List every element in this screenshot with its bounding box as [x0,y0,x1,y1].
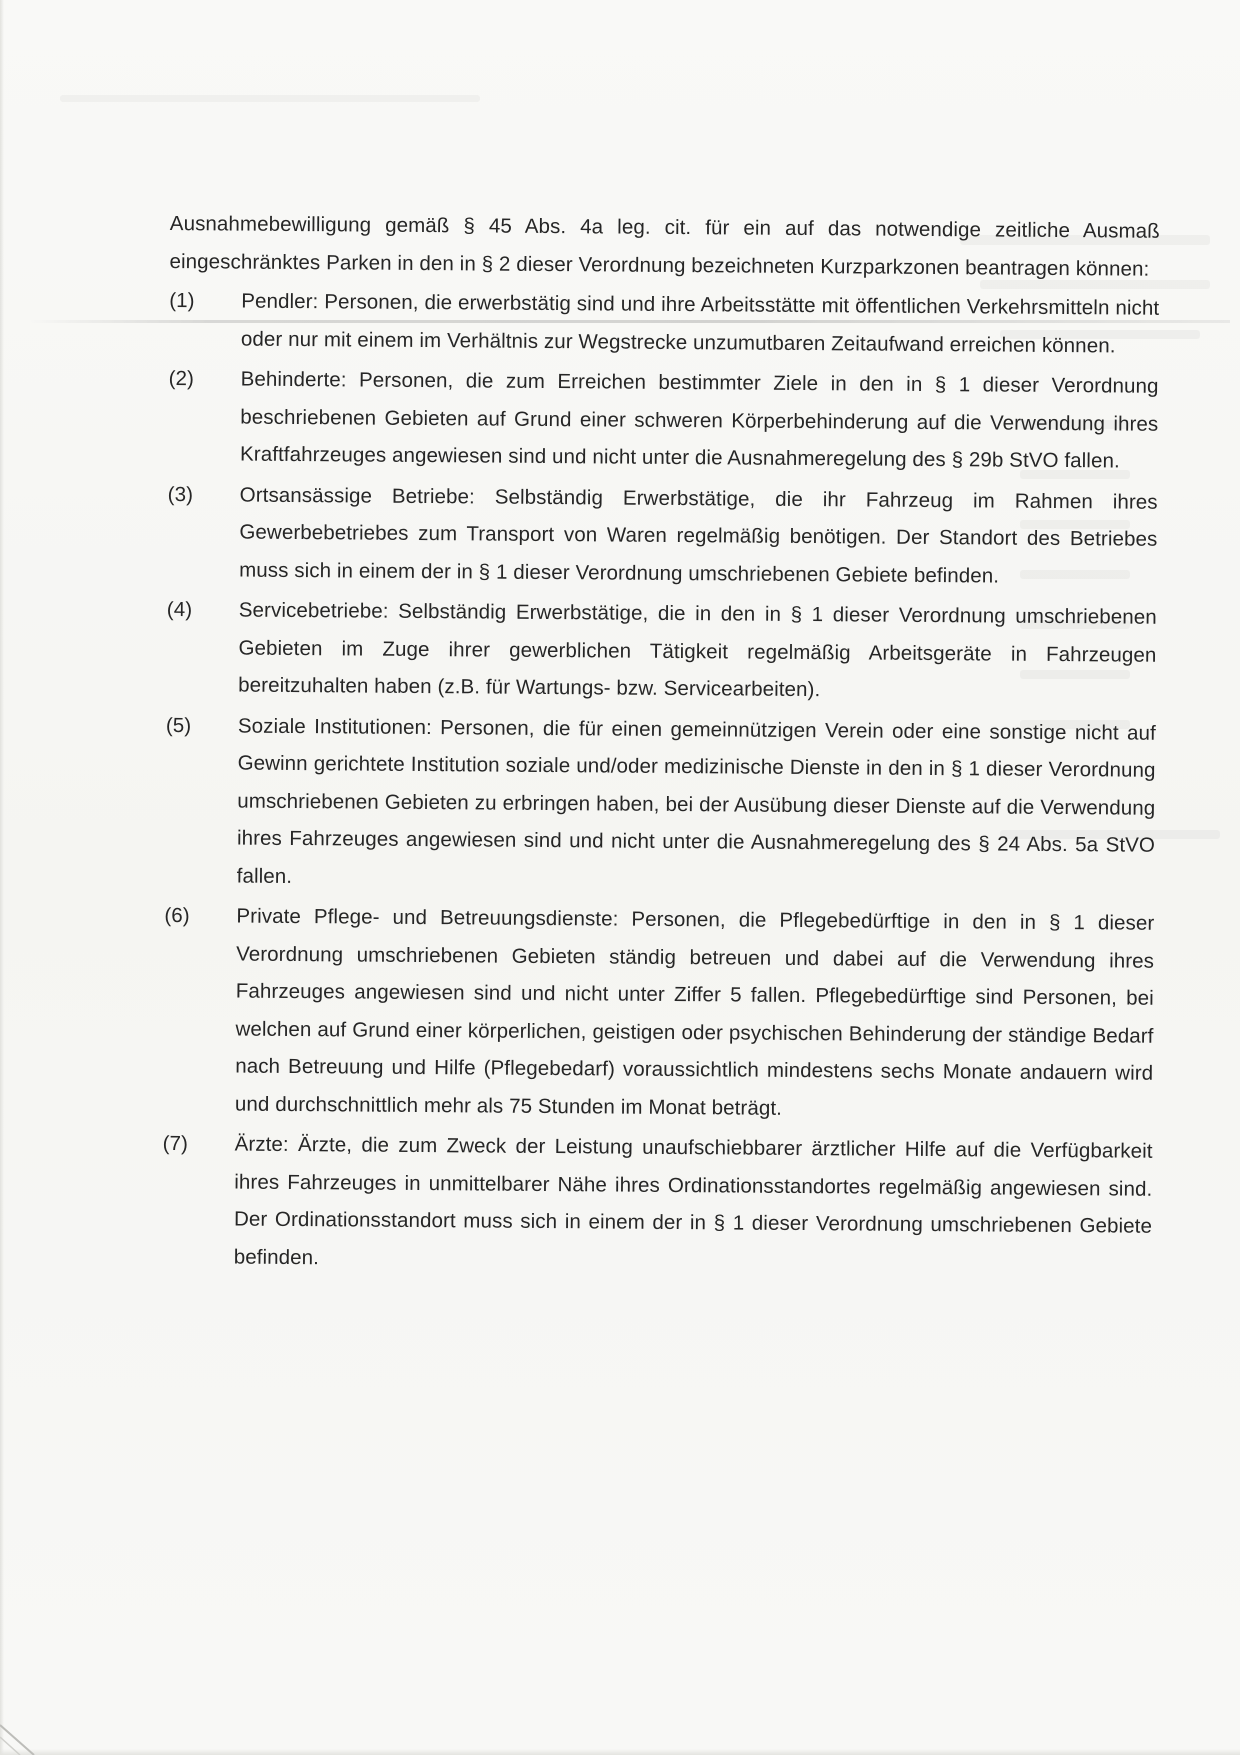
scan-edge-bottom [0,1749,1240,1755]
item-text: Soziale Institutionen: Personen, die für einen gemeinnützigen Verein oder eine sonstige nicht auf Gewinn gerichtete Institution soziale und/oder medizinische Dienste in den in § 1 dieser Verordnung umschriebenen Gebieten zu erbringen haben, bei der Ausübung dieser Dienste auf die Verwendung ihres Fahrzeuges angewiesen sind und nicht unter die Ausnahmeregelung des § 24 Abs. 5a StVO fallen. [236,714,1156,888]
item-text: Servicebetriebe: Selbständig Erwerbstätige, die in den in § 1 dieser Verordnung umschriebenen Gebieten im Zuge ihrer gewerblichen Tätigkeit regelmäßig Arbeitsgeräte in Fahrzeugen bereitzuhalten haben (z.B. für Wartungs- bzw. Servicearbeiten). [238,598,1157,702]
list-item [167,475,1158,595]
list-item [166,591,1157,711]
list-item [168,360,1159,480]
item-number: (2) [168,366,195,391]
list-item [165,706,1156,901]
item-text: Ortsansässige Betriebe: Selbständig Erwerbstätige, die ihr Fahrzeug im Rahmen ihres Gewerbebetriebes zum Transport von Waren regelmäßig benötigen. Der Standort des Betriebes muss sich in einem der in § 1 dieser Verordnung umschriebenen Gebiete befinden. [239,483,1158,588]
list-item [162,1125,1153,1283]
document-body [162,205,1160,1286]
item-number: (1) [169,288,195,313]
item-text: Private Pflege- und Betreuungsdienste: Personen, die Pflegebedürftige in den in § 1 dieser Verordnung umschriebenen Gebieten ständig betreuen und dabei auf die Verwendung ihres Fahrzeuges angewiesen sind und nicht unter Ziffer 5 fallen. Pflegebedürftige sind Personen, bei welchen auf Grund einer körperlichen, geistigen oder psychischen Behinderung der ständige Bedarf nach Betreuung und Hilfe (Pflegebedarf) voraussichtlich mindestens sechs Monate andauern wird und durchschnittlich mehr als 75 Stunden im Monat beträgt. [234,904,1155,1120]
page-corner-mark [0,1715,60,1755]
intro-paragraph: Ausnahmebewilligung gemäß § 45 Abs. 4a leg. cit. für ein auf das notwendige zeitliche Ausmaß eingeschränktes Parken in den in § 2 dieser Verordnung bezeichneten Kurzparkzonen beantragen können: [169,211,1160,281]
item-number: (6) [164,903,190,928]
list-item [169,282,1160,365]
scan-edge-left [0,0,4,1755]
item-number: (4) [166,597,193,622]
item-number: (7) [162,1131,189,1156]
item-text: Ärzte: Ärzte, die zum Zweck der Leistung unaufschiebbarer ärztlicher Hilfe auf die Verfügbarkeit ihres Fahrzeuges in unmittelbarer Nähe ihres Ordinationsstandortes regelmäßig angewiesen sind. Der Ordinationsstandort muss sich in einem der in § 1 dieser Verordnung umschriebenen Gebiete befinden. [233,1132,1153,1269]
item-text: Behinderte: Personen, die zum Erreichen bestimmter Ziele in den in § 1 dieser Verordnung beschriebenen Gebieten auf Grund einer schweren Körperbehinderung auf die Verwendung ihres Kraftfahrzeuges angewiesen sind und nicht unter die Ausnahmeregelung des § 29b StVO fallen. [239,367,1159,473]
item-text: Pendler: Personen, die erwerbstätig sind und ihre Arbeitsstätte mit öffentlichen Verkehrsmitteln nicht oder nur mit einem im Verhältnis zur Wegstrecke unzumutbaren Zeitaufwand erreichen können. [240,289,1160,357]
item-number: (5) [165,713,192,737]
list-item [163,897,1155,1130]
item-number: (3) [167,482,194,506]
